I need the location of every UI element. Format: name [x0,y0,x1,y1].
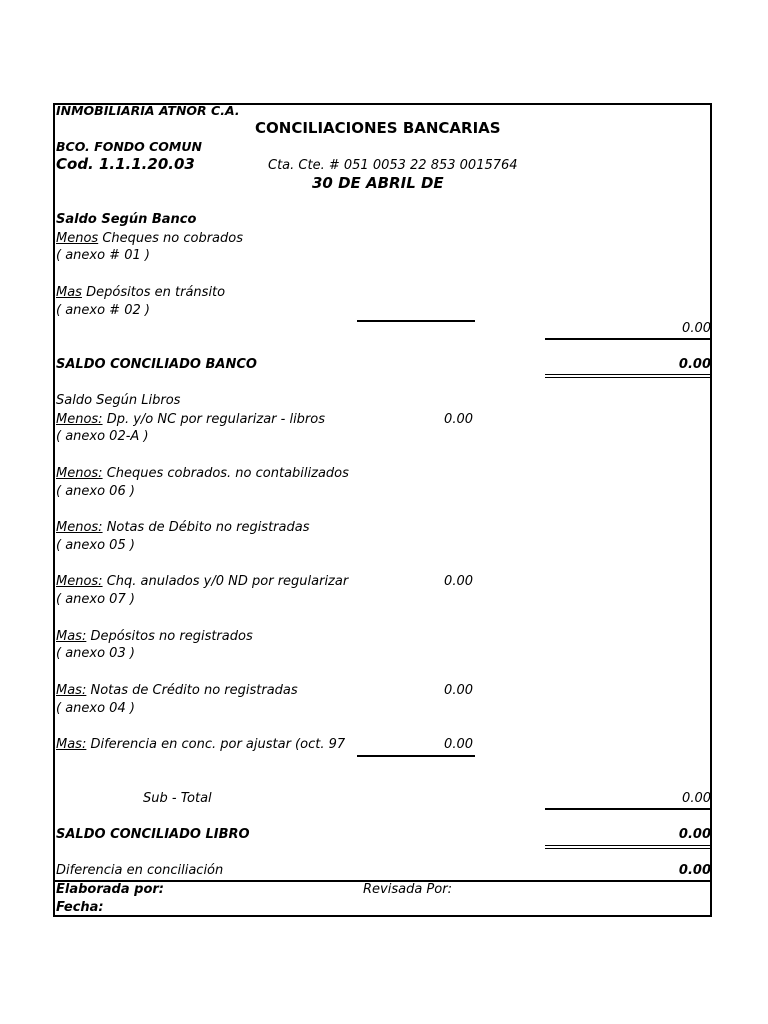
item-text: Depósitos no registrados [86,629,253,644]
list-item [56,683,298,699]
item-annex: ( anexo 02-A ) [56,429,149,444]
item-text: Dp. y/o NC por regularizar - libros [102,412,326,427]
page-title: CONCILIACIONES BANCARIAS [255,119,501,137]
diferencia-label: Diferencia en conciliación [56,863,224,878]
mas-text: Depósitos en tránsito [81,285,226,300]
list-item [56,520,309,536]
column-underline [357,320,475,322]
item-text: Chq. anulados y/0 ND por regularizar [102,574,349,589]
item-value: 0.00 [444,683,473,698]
account-number: Cta. Cte. # 051 0053 22 853 0015764 [268,158,518,173]
total-underline [545,338,712,340]
list-item [56,412,325,428]
item-value: 0.00 [444,574,473,589]
item-annex: ( anexo 03 ) [56,646,135,661]
mas-annex: ( anexo # 02 ) [56,303,150,318]
fecha-label: Fecha: [56,900,104,915]
saldo-libros-label: Saldo Según Libros [56,393,181,408]
item-annex: ( anexo 04 ) [56,701,135,716]
item-text: Notas de Crédito no registradas [86,683,298,698]
item-text: Diferencia en conc. por ajustar (oct. 97 [86,737,346,752]
double-underline [545,374,712,378]
list-item [56,466,349,482]
column-underline [357,755,475,757]
saldo-conciliado-libro-value: 0.00 [678,827,711,842]
item-value: 0.00 [444,737,473,752]
item-prefix: Menos: [56,520,103,535]
item-text: Cheques cobrados. no contabilizados [102,466,349,481]
bank-name: BCO. FONDO COMUN [56,139,202,154]
item-value: 0.00 [444,412,473,427]
report-date: 30 DE ABRIL DE [312,174,444,192]
total-underline [545,808,712,810]
item-text: Notas de Débito no registradas [102,520,310,535]
item-annex: ( anexo 07 ) [56,592,135,607]
saldo-conciliado-banco-label: SALDO CONCILIADO BANCO [56,357,257,372]
subtotal-label: Sub - Total [143,791,212,806]
mas-depositos-row [56,285,225,301]
list-item [56,629,253,645]
menos-prefix: Menos [56,231,99,246]
item-prefix: Mas: [56,737,87,752]
elaborada-label: Elaborada por: [56,882,164,897]
saldo-conciliado-libro-label: SALDO CONCILIADO LIBRO [56,827,250,842]
item-annex: ( anexo 05 ) [56,538,135,553]
saldo-conciliado-banco-value: 0.00 [678,357,711,372]
item-prefix: Menos: [56,574,103,589]
item-prefix: Menos: [56,412,103,427]
menos-text: Cheques no cobrados [98,231,243,246]
list-item [56,574,348,590]
item-annex: ( anexo 06 ) [56,484,135,499]
saldo-banco-label: Saldo Según Banco [56,212,197,227]
item-prefix: Mas: [56,629,87,644]
item-prefix: Mas: [56,683,87,698]
list-item [56,737,345,753]
item-prefix: Menos: [56,466,103,481]
revisada-label: Revisada Por: [363,882,452,897]
menos-annex: ( anexo # 01 ) [56,248,150,263]
bank-subtotal-value: 0.00 [682,321,711,336]
subtotal-value: 0.00 [682,791,711,806]
mas-prefix: Mas [56,285,82,300]
company-name: INMOBILIARIA ATNOR C.A. [56,103,240,118]
account-code: Cod. 1.1.1.20.03 [56,155,195,173]
diferencia-value: 0.00 [678,863,711,878]
menos-cheques-row [56,231,243,247]
double-underline [545,845,712,849]
